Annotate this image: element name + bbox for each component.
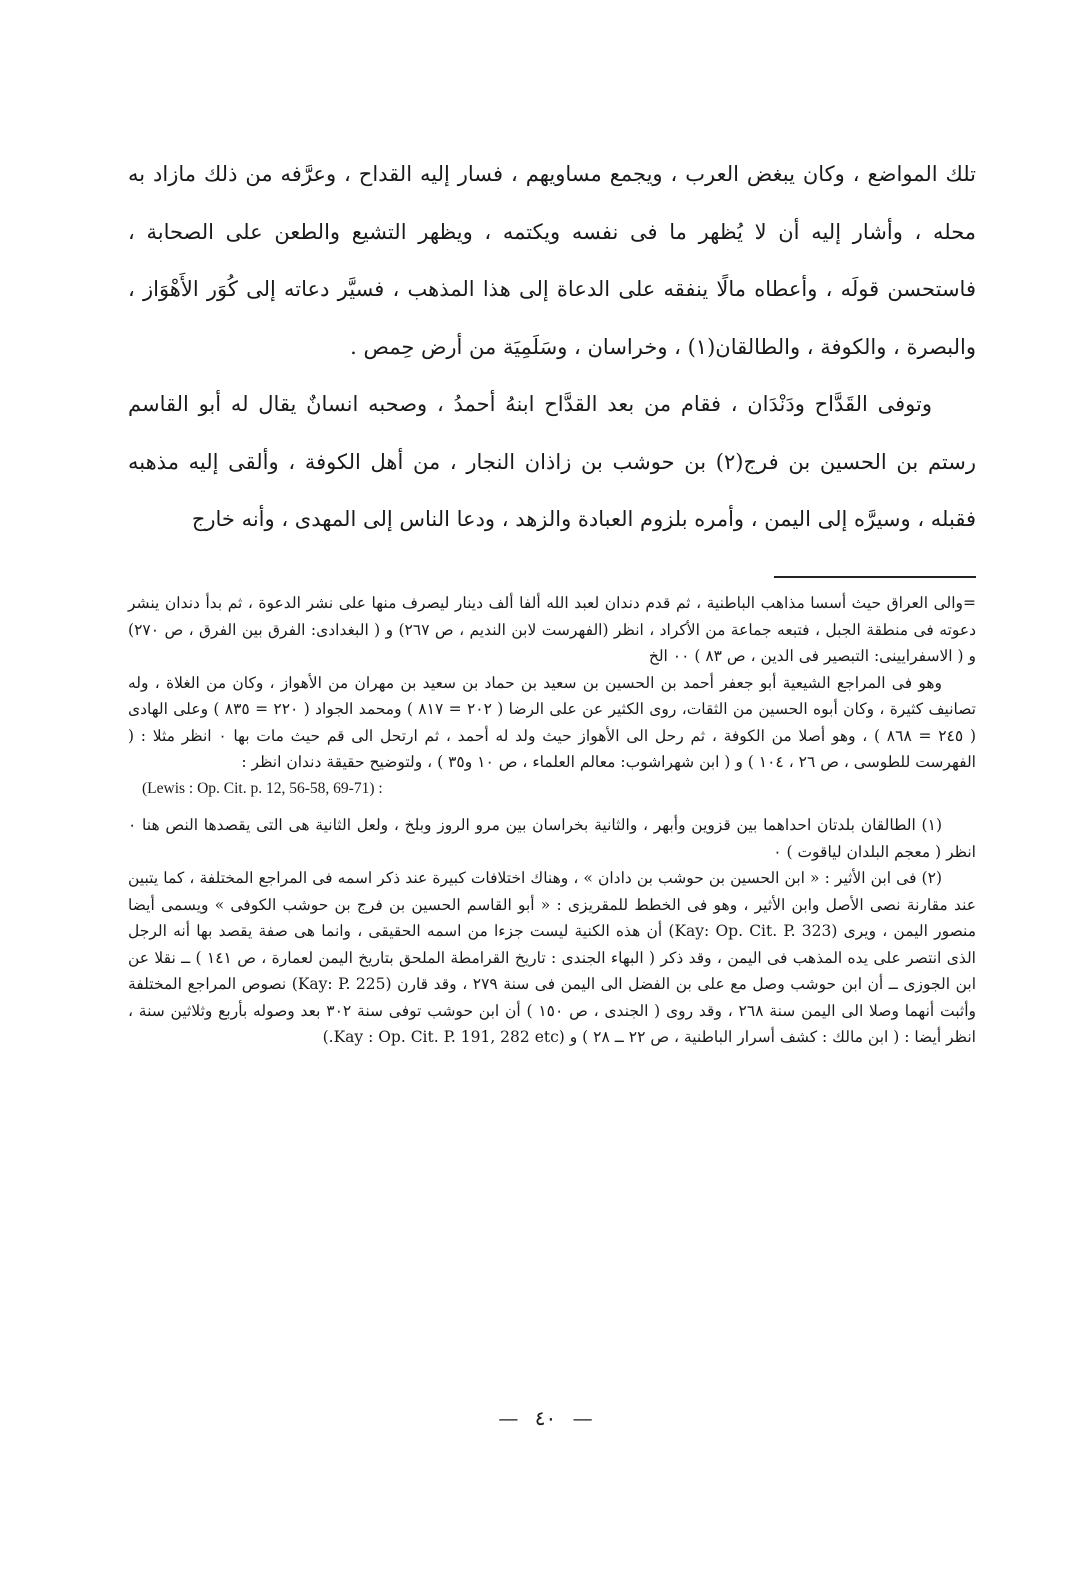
page-number-dash: —	[498, 1406, 519, 1430]
footnote-gap	[128, 802, 976, 812]
footnote-continued: وهو فى المراجع الشيعية أبو جعفر أحمد بن الحسين بن سعيد بن حماد بن سعيد بن مهران من الأهواز ، وكان من الغلاة ، وله تصانيف كثيرة ، وكان أبوه الحسين من الثقات، روى الكثير عن على الرضا ( ٢٠٢ = ٨١٧ ) ومحمد الجواد ( ٢٢٠ = ٨٣٥ ) وعلى الهادى ( ٢٤٥ = ٨٦٨ ) ، وهو أصلا من الكوفة ، ثم رحل الى الأهواز حيث ولد له أحمد ، ثم ارتحل الى قم حيث مات بها ٠ انظر مثلا : ( الفهرست للطوسى ، ص ٢٦ ، ١٠٤ ) و ( ابن شهراشوب: معالم العلماء ، ص ١٠ و٣٥ ) ، ولتوضيح حقيقة دندان انظر :	[128, 673, 976, 771]
footnote-latin-citation: (Lewis : Op. Cit. p. 12, 56-58, 69-71) :	[142, 779, 383, 797]
main-text	[128, 146, 976, 549]
page-number	[0, 1406, 1091, 1430]
body-paragraph: وتوفى القَدَّاح ودَنْدَان ، فقام من بعد القدَّاح ابنهُ أحمدُ ، وصحبه انسانٌ يقال له أبو القاسم رستم بن الحسين بن فرج(٢) بن حوشب بن زاذان النجار ، من أهل الكوفة ، وألقى إليه مذهبه فقبله ، وسيرَّه إلى اليمن ، وأمره بلزوم العبادة والزهد ، ودعا الناس إلى المهدى ، وأنه خارج	[128, 392, 976, 531]
footnote-continued: =والى العراق حيث أسسا مذاهب الباطنية ، ثم قدم دندان لعبد الله ألفا ألف دينار ليصرف منها على نشر الدعوة ، ثم بدأ دندان ينشر دعوته فى منطقة الجبل ، فتبعه جماعة من الأكراد ، انظر (الفهرست لابن النديم ، ص ٢٦٧) و ( البغدادى: الفرق بين الفرق ، ص ٢٧٠) و ( الاسفرايينى: التبصير فى الدين ، ص ٨٣ ) ٠٠ الخ	[128, 594, 976, 665]
page-number-value: ٤٠	[534, 1406, 557, 1430]
footnote-separator	[774, 576, 976, 578]
footnote-2: (٢) فى ابن الأثير : « ابن الحسين بن حوشب بن دادان » ، وهناك اختلافات كبيرة عند ذكر اسمه فى المراجع المختلفة ، كما يتبين عند مقارنة نصى الأصل وابن الأثير ، وهو فى الخطط للمقريزى : « أبو القاسم الحسين بن فرج بن حوشب الكوفى » ويسمى أيضا منصور اليمن ، ويرى (Kay: Op. Cit. P. 323) أن هذه الكنية ليست جزءا من اسمه الحقيقى ، وانما هى صفة يقصد بها أنه الرجل الذى انتصر على يده المذهب فى اليمن ، وقد ذكر ( البهاء الجندى : تاريخ القرامطة الملحق بتاريخ اليمن لعمارة ، ص ١٤١ ) ــ نقلا عن ابن الجوزى ــ أن ابن حوشب وصل مع على بن الفضل الى اليمن فى سنة ٢٧٩ ، وقد قارن (Kay: P. 225) نصوص المراجع المختلفة وأثبت أنهما وصلا الى اليمن سنة ٢٦٨ ، وقد روى ( الجندى ، ص ١٥٠ ) أن ابن حوشب توفى سنة ٣٠٢ بعد وصوله بأربع وثلاثين سنة ، انظر أيضا : ( ابن مالك : كشف أسرار الباطنية ، ص ٢٢ ــ ٢٨ ) و (Kay : Op. Cit. P. 191, 282 etc.)	[128, 869, 977, 1046]
body-paragraph: تلك المواضع ، وكان يبغض العرب ، ويجمع مساويهم ، فسار إليه القداح ، وعرَّفه من ذلك مازاد به محله ، وأشار إليه أن لا يُظهر ما فى نفسه ويكتمه ، ويظهر التشيع والطعن على الصحابة ، فاستحسن قولَه ، وأعطاه مالًا ينفقه على الدعاة إلى هذا المذهب ، فسيَّر دعاته إلى كُوَر الأَهْوَاز ، والبصرة ، والكوفة ، والطالقان(١) ، وخراسان ، وسَلَمِيَة من أرض حِمص .	[128, 162, 976, 359]
page-number-dash: —	[572, 1406, 593, 1430]
footnotes	[128, 590, 976, 1051]
footnote-1: (١) الطالقان بلدتان احداهما بين قزوين وأبهر ، والثانية بخراسان بين مرو الروز وبلخ ، ولعل الثانية هى التى يقصدها النص هنا ٠ انظر ( معجم البلدان لياقوت ) ٠	[128, 816, 976, 861]
